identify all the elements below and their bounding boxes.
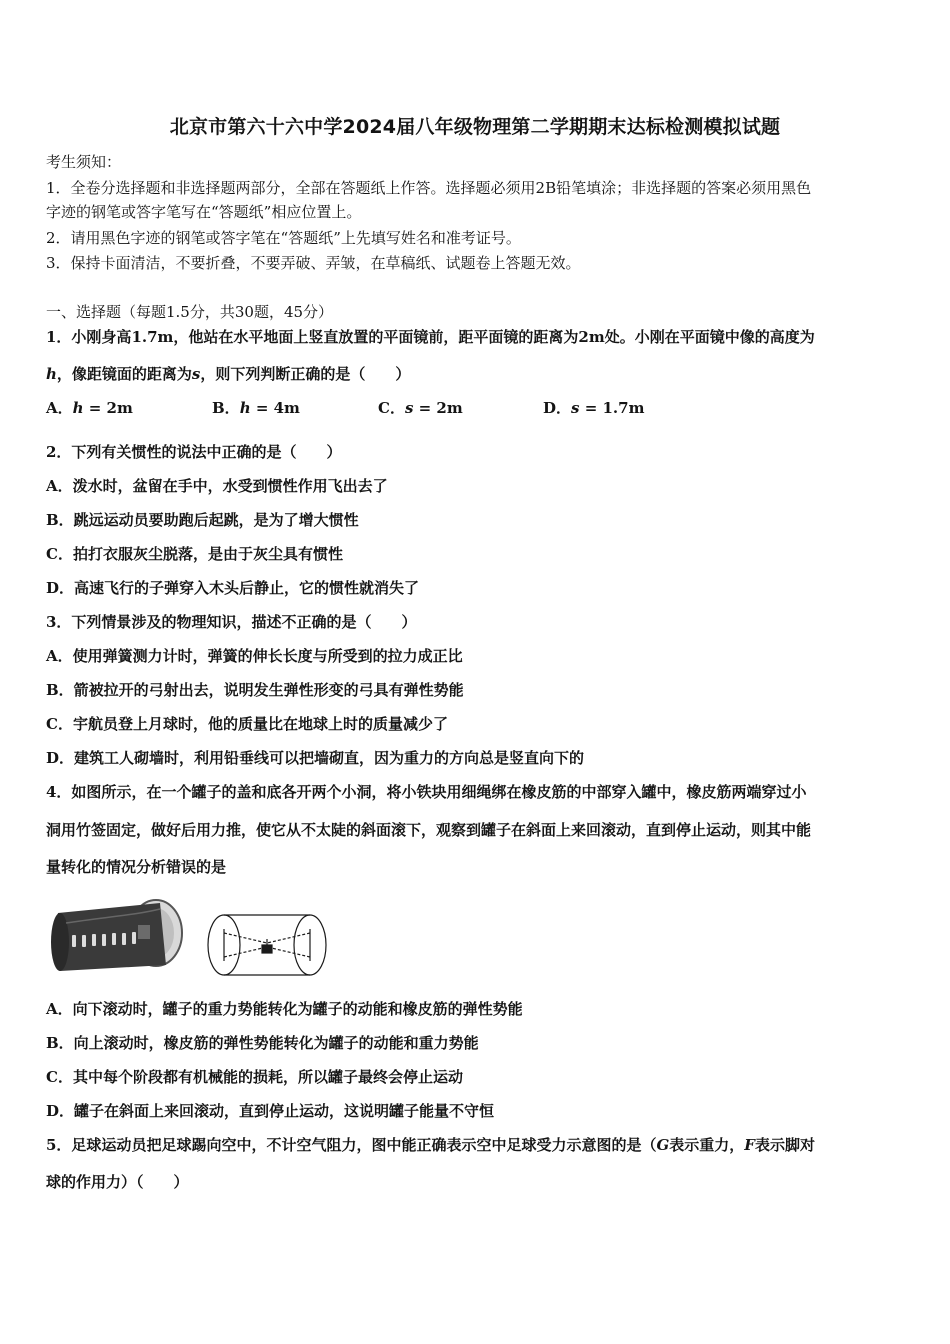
- q1-option-b-label: B．: [212, 399, 240, 417]
- q2-option-d[interactable]: D．高速飞行的子弹穿入木头后静止，它的惯性就消失了: [46, 579, 420, 597]
- can-figure: [46, 893, 336, 983]
- notice-item-1: 1．全卷分选择题和非选择题两部分，全部在答题纸上作答。选择题必须用2B铅笔填涂；非选择题的答案必须用黑色: [46, 179, 812, 197]
- q1-option-a[interactable]: [46, 398, 133, 418]
- q1-option-b[interactable]: [212, 398, 300, 418]
- q5-var-f: F: [744, 1136, 755, 1154]
- q4-stem-line2: 洞用竹签固定，做好后用力推，使它从不太陡的斜面滚下，观察到罐子在斜面上来回滚动，直到停止运动，则其中能: [46, 821, 812, 839]
- q5-stem-line1: [46, 1135, 815, 1155]
- q4-stem-line1: 4．如图所示，在一个罐子的盖和底各开两个小洞，将小铁块用细绳绑在橡皮筋的中部穿入罐中，橡皮筋两端穿过小: [46, 783, 807, 801]
- exam-title: 北京市第六十六中学2024届八年级物理第二学期期末达标检测模拟试题: [169, 116, 781, 138]
- q1-option-b-value: = 4m: [250, 399, 300, 417]
- q4-option-a[interactable]: A．向下滚动时，罐子的重力势能转化为罐子的动能和橡皮筋的弹性势能: [46, 1000, 523, 1018]
- q1-option-d-var: s: [571, 399, 580, 417]
- q5-stem-line2: 球的作用力）（ ）: [46, 1173, 189, 1191]
- q2-stem: 2．下列有关惯性的说法中正确的是（ ）: [46, 443, 342, 461]
- q1-stem-mid: ，像距镜面的距离为: [56, 365, 192, 383]
- section-heading: 一、选择题（每题1.5分，共30题，45分）: [46, 303, 334, 321]
- q1-var-h: h: [46, 365, 57, 383]
- q1-option-a-value: = 2m: [83, 399, 133, 417]
- q5-stem-b: 表示重力，: [669, 1136, 745, 1154]
- can-diagram: [208, 915, 326, 975]
- q2-option-a[interactable]: A．泼水时，盆留在手中，水受到惯性作用飞出去了: [46, 477, 388, 495]
- q3-option-a[interactable]: A．使用弹簧测力计时，弹簧的伸长长度与所受到的拉力成正比: [46, 647, 463, 665]
- q2-option-c[interactable]: C．拍打衣服灰尘脱落，是由于灰尘具有惯性: [46, 545, 343, 563]
- q1-option-c-var: s: [404, 399, 414, 417]
- q4-option-d[interactable]: D．罐子在斜面上来回滚动，直到停止运动，这说明罐子能量不守恒: [46, 1102, 495, 1120]
- q1-option-c-label: C．: [378, 399, 405, 417]
- q1-stem-line2: [46, 364, 410, 384]
- can-photo: [51, 900, 182, 971]
- q4-option-b[interactable]: B．向上滚动时，橡皮筋的弹性势能转化为罐子的动能和重力势能: [46, 1034, 479, 1052]
- q4-option-c[interactable]: C．其中每个阶段都有机械能的损耗，所以罐子最终会停止运动: [46, 1068, 463, 1086]
- notice-item-2: 2．请用黑色字迹的钢笔或答字笔在“答题纸”上先填写姓名和准考证号。: [46, 229, 521, 247]
- q1-option-a-label: A．: [46, 399, 73, 417]
- q5-stem-c: 表示脚对: [754, 1136, 815, 1154]
- q1-option-d-label: D．: [543, 399, 572, 417]
- q1-stem-line1: 1．小刚身高1.7m，他站在水平地面上竖直放置的平面镜前，距平面镜的距离为2m处。小刚在平面镜中像的高度为: [46, 328, 815, 346]
- q3-option-d[interactable]: D．建筑工人砌墙时，利用铅垂线可以把墙砌直，因为重力的方向总是竖直向下的: [46, 749, 585, 767]
- notice-heading: 考生须知：: [46, 153, 122, 171]
- q2-option-b[interactable]: B．跳远运动员要助跑后起跳，是为了增大惯性: [46, 511, 359, 529]
- q1-option-b-var: h: [239, 399, 251, 417]
- notice-item-3: 3．保持卡面清洁，不要折叠，不要弄破、弄皱，在草稿纸、试题卷上答题无效。: [46, 254, 581, 272]
- q5-var-g: G: [656, 1136, 670, 1154]
- q1-option-d[interactable]: [543, 398, 644, 418]
- q5-stem-a: 5．足球运动员把足球踢向空中，不计空气阻力，图中能正确表示空中足球受力示意图的是（: [46, 1136, 657, 1154]
- notice-item-1-cont: 字迹的钢笔或答字笔写在“答题纸”相应位置上。: [46, 203, 362, 221]
- q1-var-s: s: [191, 365, 201, 383]
- q4-stem-line3: 量转化的情况分析错误的是: [46, 858, 227, 876]
- q1-option-a-var: h: [72, 399, 84, 417]
- q1-stem-end: ，则下列判断正确的是（ ）: [200, 365, 411, 383]
- q3-option-c[interactable]: C．宇航员登上月球时，他的质量比在地球上时的质量减少了: [46, 715, 448, 733]
- q1-option-d-value: = 1.7m: [579, 399, 645, 417]
- q1-option-c[interactable]: [378, 398, 463, 418]
- q3-option-b[interactable]: B．箭被拉开的弓射出去，说明发生弹性形变的弓具有弹性势能: [46, 681, 464, 699]
- q3-stem: 3．下列情景涉及的物理知识，描述不正确的是（ ）: [46, 613, 417, 631]
- q1-option-c-value: = 2m: [413, 399, 463, 417]
